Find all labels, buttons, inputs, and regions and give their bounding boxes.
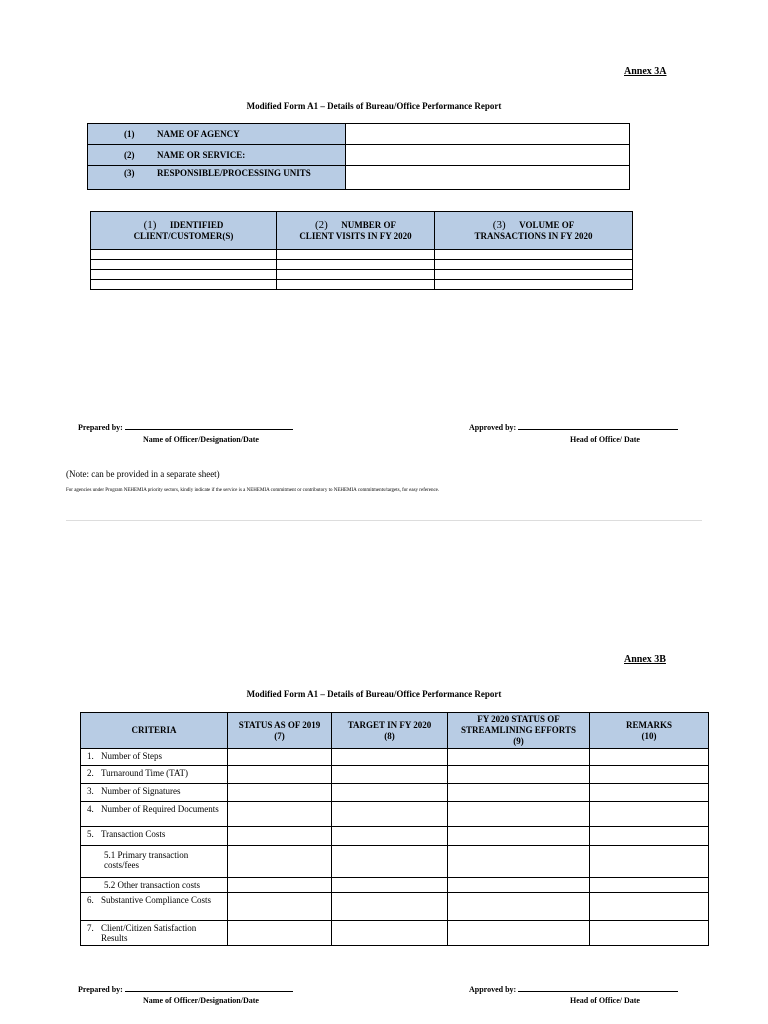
table-cell[interactable] — [332, 766, 448, 784]
criteria-cell: 5. Transaction Costs — [81, 827, 228, 846]
table-cell[interactable] — [332, 827, 448, 846]
table-cell[interactable] — [332, 802, 448, 827]
table-cell[interactable] — [435, 280, 633, 290]
agency-row — [88, 124, 630, 145]
approved-by-label: Approved by: — [469, 423, 517, 432]
agency-name-input-cell[interactable] — [346, 124, 630, 145]
table-cell[interactable] — [228, 893, 332, 921]
criteria-cell: 5.1 Primary transaction costs/fees — [81, 846, 228, 878]
header-remarks: REMARKS (10) — [590, 713, 709, 749]
prepared-by-label: Prepared by: — [78, 985, 123, 994]
table-cell[interactable] — [228, 802, 332, 827]
table-cell[interactable] — [332, 784, 448, 802]
table-row — [81, 749, 709, 766]
agency-row-label — [88, 145, 346, 166]
prepared-by-label: Prepared by: — [78, 423, 123, 432]
approved-by-block — [469, 423, 678, 432]
header-status-2019: STATUS AS OF 2019 (7) — [228, 713, 332, 749]
table-cell[interactable] — [448, 893, 590, 921]
criteria-cell: 5.2 Other transaction costs — [81, 878, 228, 893]
agency-row-text: RESPONSIBLE/PROCESSING UNITS — [157, 168, 311, 178]
table-cell[interactable] — [228, 784, 332, 802]
streamlining-criteria-table — [80, 712, 709, 946]
table-cell[interactable] — [590, 921, 709, 946]
table-cell[interactable] — [590, 846, 709, 878]
table-cell[interactable] — [228, 766, 332, 784]
table-row — [81, 878, 709, 893]
table-cell[interactable] — [448, 878, 590, 893]
table-header-row — [81, 713, 709, 749]
table-cell[interactable] — [435, 260, 633, 270]
table-cell[interactable] — [332, 921, 448, 946]
agency-row-label — [88, 166, 346, 190]
table-cell[interactable] — [332, 749, 448, 766]
table-cell[interactable] — [277, 270, 435, 280]
table-cell[interactable] — [277, 260, 435, 270]
annex-3b-label: Annex 3B — [624, 654, 666, 665]
table-cell[interactable] — [448, 784, 590, 802]
approved-by-signature-line[interactable] — [518, 991, 678, 992]
criteria-cell: 4. Number of Required Documents — [81, 802, 228, 827]
header-target-2020: TARGET IN FY 2020 (8) — [332, 713, 448, 749]
table-cell[interactable] — [91, 280, 277, 290]
table-cell[interactable] — [277, 280, 435, 290]
agency-row — [88, 166, 630, 190]
header-transaction-volume: (3) VOLUME OF TRANSACTIONS IN FY 2020 — [435, 212, 633, 250]
agency-row-label — [88, 124, 346, 145]
criteria-cell: 7. Client/Citizen Satisfaction Results — [81, 921, 228, 946]
criteria-cell: 6. Substantive Compliance Costs — [81, 893, 228, 921]
table-cell[interactable] — [448, 749, 590, 766]
approved-by-signature-line[interactable] — [518, 429, 678, 430]
table-header-row — [91, 212, 633, 250]
table-cell[interactable] — [91, 260, 277, 270]
table-cell[interactable] — [332, 846, 448, 878]
agency-row-number: (3) — [124, 168, 135, 178]
table-cell[interactable] — [228, 749, 332, 766]
annex-3a-title: Modified Form A1 – Details of Bureau/Office Performance Report — [246, 101, 502, 111]
table-cell[interactable] — [448, 802, 590, 827]
header-streamlining-status: FY 2020 STATUS OF STREAMLINING EFFORTS (9) — [448, 713, 590, 749]
agency-row — [88, 145, 630, 166]
annex-3b-title: Modified Form A1 – Details of Bureau/Office Performance Report — [246, 689, 502, 699]
nehemia-note: For agencies under Program NEHEMIA priority sectors, kindly indicate if the service is a NEHEMIA commitment or contributory to NEHEMIA commitments/targets, for easy reference. — [66, 488, 440, 493]
table-cell[interactable] — [332, 878, 448, 893]
table-cell[interactable] — [448, 846, 590, 878]
prepared-by-block-b — [78, 985, 293, 994]
criteria-cell: 3. Number of Signatures — [81, 784, 228, 802]
processing-units-input-cell[interactable] — [346, 166, 630, 190]
table-cell[interactable] — [228, 846, 332, 878]
prepared-by-caption: Name of Officer/Designation/Date — [143, 435, 259, 444]
table-cell[interactable] — [448, 921, 590, 946]
table-cell[interactable] — [332, 893, 448, 921]
table-cell[interactable] — [91, 250, 277, 260]
prepared-by-signature-line[interactable] — [125, 429, 293, 430]
header-client-visits: (2) NUMBER OF CLIENT VISITS IN FY 2020 — [277, 212, 435, 250]
table-row — [91, 270, 633, 280]
table-row — [81, 827, 709, 846]
table-cell[interactable] — [435, 250, 633, 260]
agency-row-text: NAME OR SERVICE: — [157, 150, 246, 160]
table-cell[interactable] — [590, 784, 709, 802]
prepared-by-signature-line[interactable] — [125, 991, 293, 992]
approved-by-block-b — [469, 985, 678, 994]
table-row — [91, 250, 633, 260]
table-cell[interactable] — [277, 250, 435, 260]
criteria-cell: 2. Turnaround Time (TAT) — [81, 766, 228, 784]
prepared-by-block — [78, 423, 293, 432]
table-cell[interactable] — [228, 921, 332, 946]
table-cell[interactable] — [448, 827, 590, 846]
client-transactions-table — [90, 211, 633, 290]
table-cell[interactable] — [590, 802, 709, 827]
table-cell[interactable] — [91, 270, 277, 280]
table-row — [91, 280, 633, 290]
agency-row-number: (1) — [124, 129, 135, 139]
prepared-by-caption-b: Name of Officer/Designation/Date — [143, 996, 259, 1005]
table-cell[interactable] — [590, 893, 709, 921]
table-row — [81, 846, 709, 878]
table-row — [81, 766, 709, 784]
table-cell[interactable] — [590, 827, 709, 846]
table-cell[interactable] — [448, 766, 590, 784]
agency-row-text: NAME OF AGENCY — [157, 129, 240, 139]
table-cell[interactable] — [590, 749, 709, 766]
table-cell[interactable] — [590, 766, 709, 784]
table-row — [81, 893, 709, 921]
table-row — [91, 260, 633, 270]
annex-3a-label: Annex 3A — [624, 66, 667, 77]
table-row — [81, 784, 709, 802]
table-row — [81, 921, 709, 946]
table-row — [81, 802, 709, 827]
approved-by-caption: Head of Office/ Date — [570, 435, 640, 444]
page-divider — [66, 520, 702, 521]
table-cell[interactable] — [228, 878, 332, 893]
header-identified-clients: (1) IDENTIFIED CLIENT/CUSTOMER(S) — [91, 212, 277, 250]
table-cell[interactable] — [435, 270, 633, 280]
service-name-input-cell[interactable] — [346, 145, 630, 166]
table-cell[interactable] — [590, 878, 709, 893]
header-criteria: CRITERIA — [81, 713, 228, 749]
agency-row-number: (2) — [124, 150, 135, 160]
criteria-cell: 1. Number of Steps — [81, 749, 228, 766]
table-cell[interactable] — [228, 827, 332, 846]
approved-by-caption-b: Head of Office/ Date — [570, 996, 640, 1005]
separate-sheet-note: (Note: can be provided in a separate sheet) — [66, 469, 220, 479]
approved-by-label: Approved by: — [469, 985, 517, 994]
agency-info-table — [87, 123, 630, 190]
